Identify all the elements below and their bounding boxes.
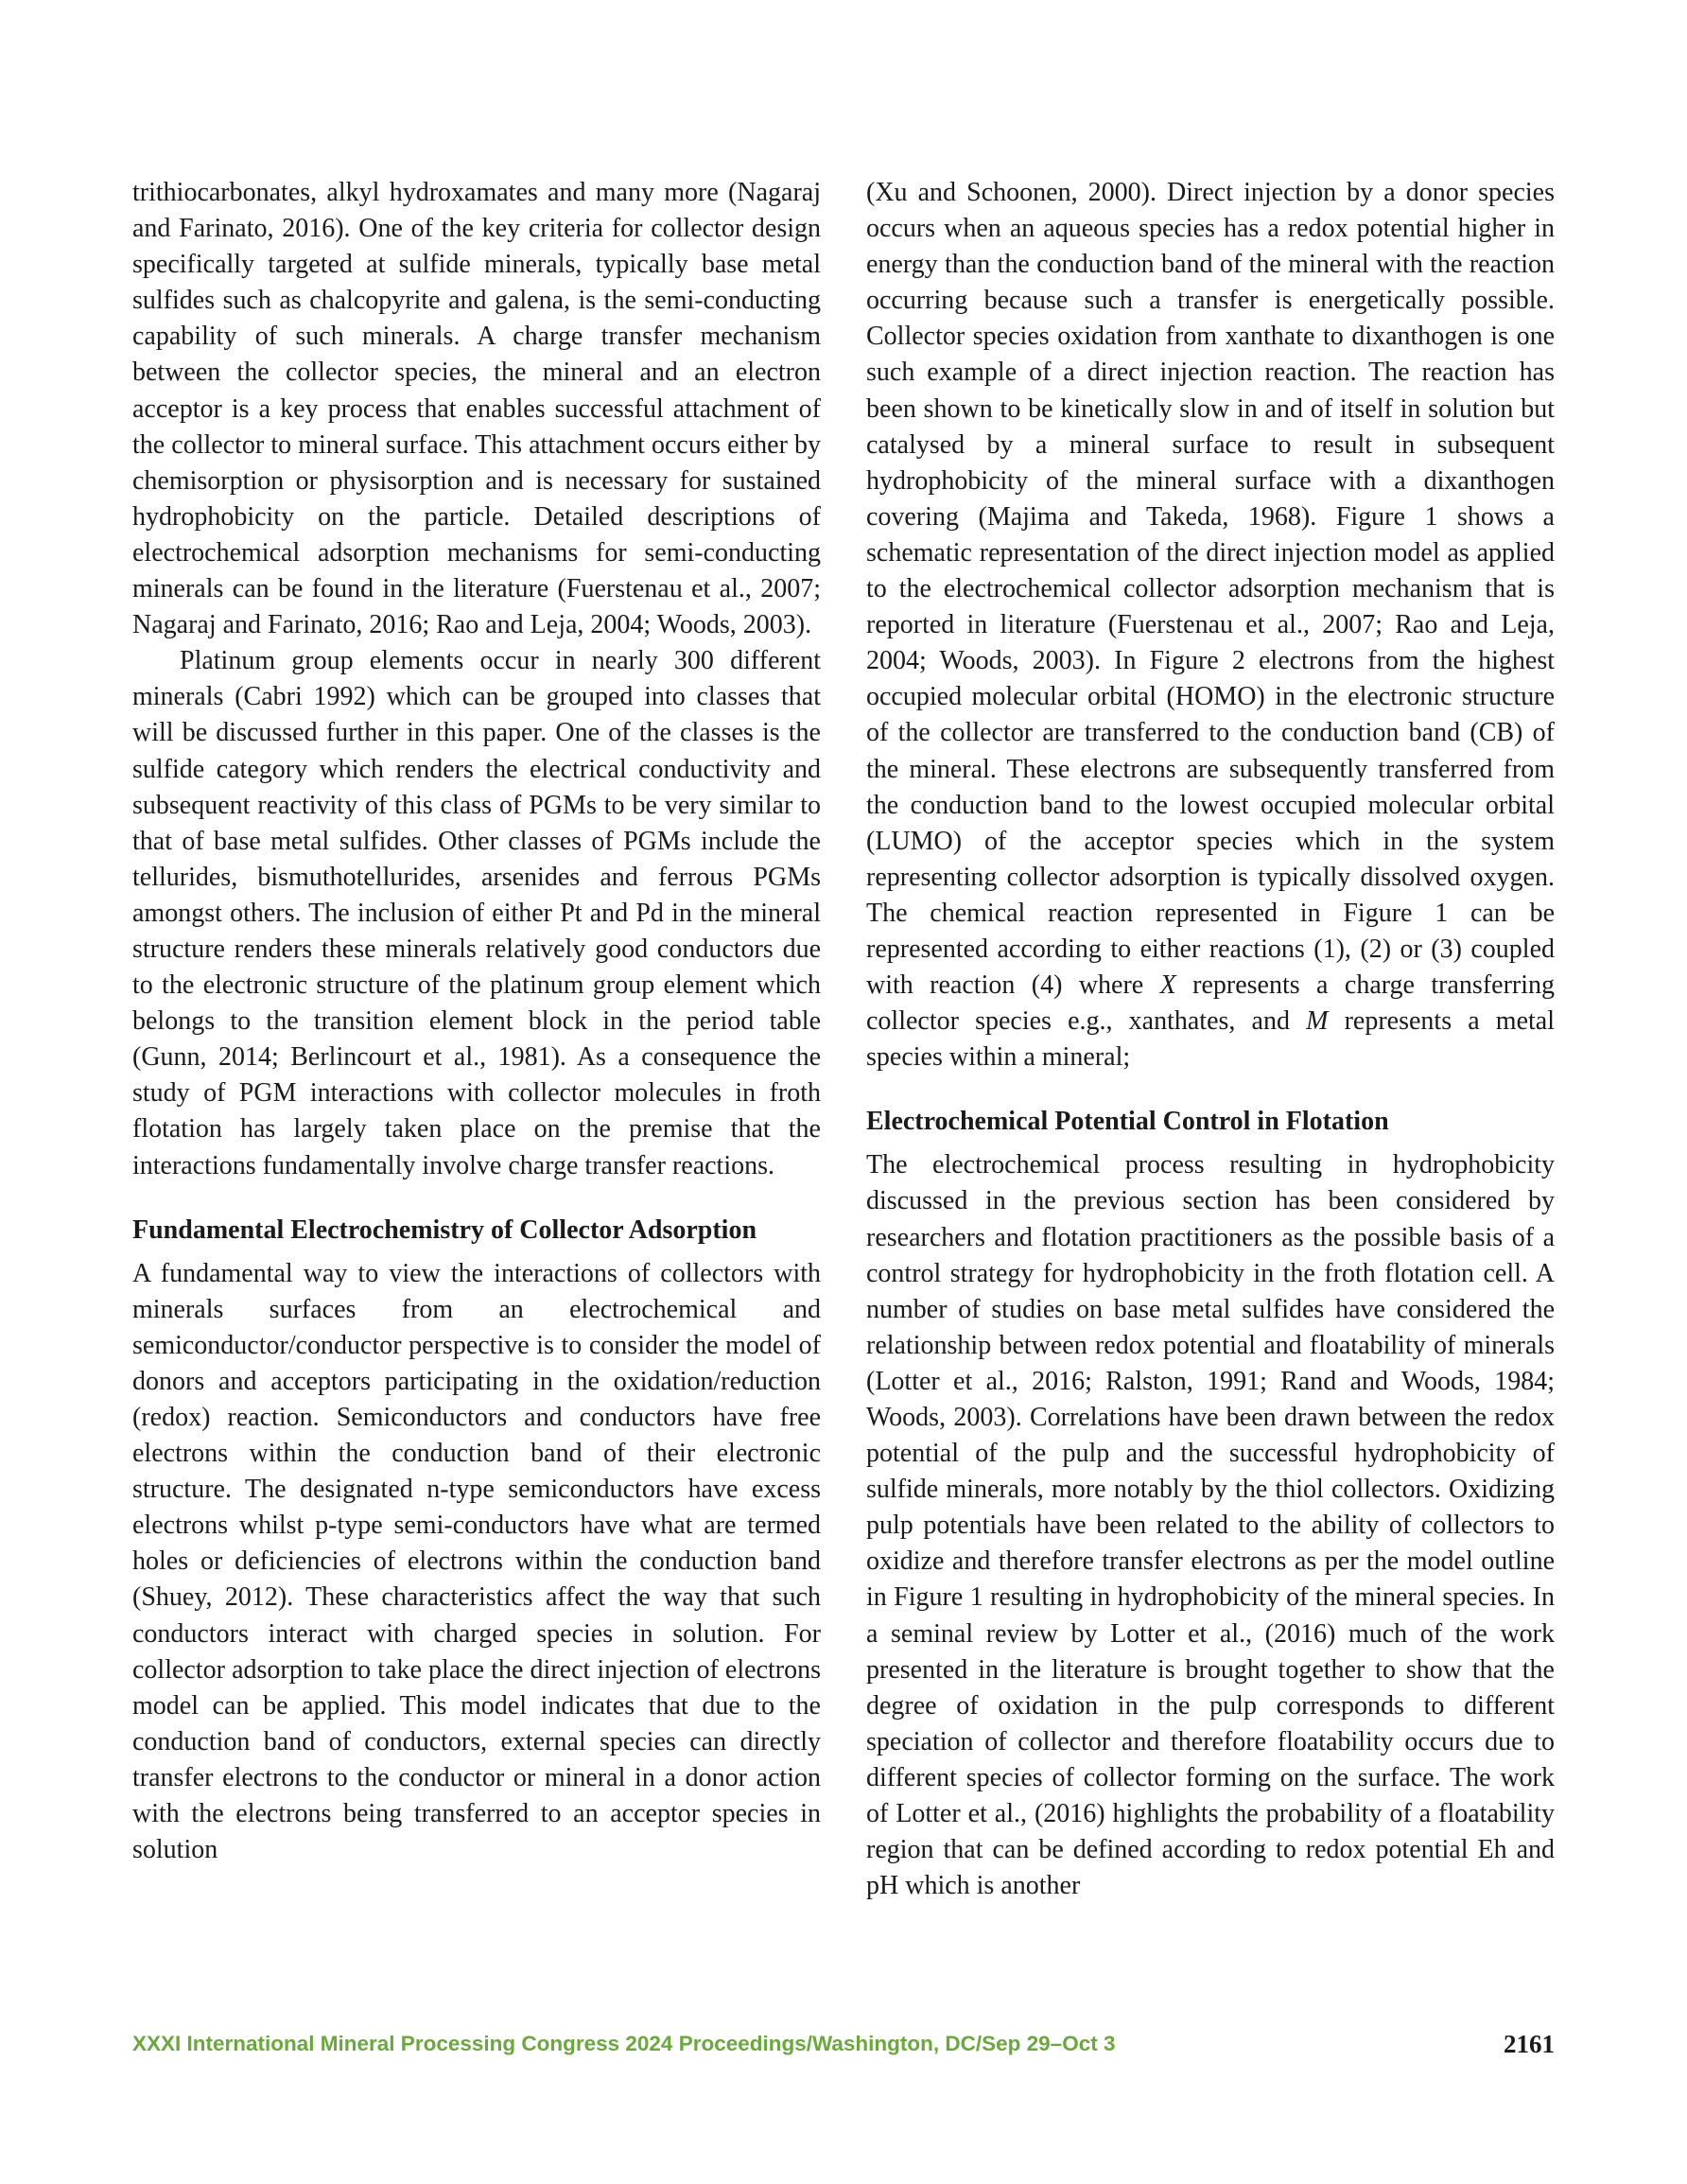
section-heading: Fundamental Electrochemistry of Collector Adsorption — [132, 1214, 757, 1245]
section-heading: Electrochemical Potential Control in Flotation — [866, 1107, 1389, 1137]
text-run: (Xu and Schoonen, 2000). Direct injection by a donor species occurs when an aqueous species has a redox potential higher in energy than the conduction band of the mineral with the reaction occurring because such a transfer is energetically possible. Collector species oxidation from xanthate to dixanthogen is one such example of a direct injection reaction. The reaction has been shown to be kinetically slow in and of itself in solution but catalysed by a mineral surface to result in subsequent hydrophobicity of the mineral surface with a dixanthogen covering (Majima and Takeda, 1968). Figure 1 shows a schematic representation of the direct injection model as applied to the electrochemical collector adsorption mechanism that is reported in literature (Fuerstenau et al., 2007; Rao and Leja, 2004; Woods, 2003). In Figure 2 electrons from the highest occupied molecular orbital (HOMO) in the electronic structure of the collector are transferred to the conduction band (CB) of the mineral. These electrons are subsequently transferred from the conduction band to the lowest occupied molecular orbital (LUMO) of the acceptor species which in the system representing collector adsorption is typically dissolved oxygen. The chemical reaction represented in Figure 1 can be represented according to either reactions (1), (2) or (3) coupled with reaction (4) where — [866, 178, 1555, 1001]
body-paragraph: Platinum group elements occur in nearly 300 different minerals (Cabri 1992) which can be grouped into classes that will be discussed further in this paper. One of the classes is the sulfide category which renders the electrical conductivity and subsequent reactivity of this class of PGMs to be very similar to that of base metal sulfides. Other classes of PGMs include the tellurides, bismuthotellurides, arsenides and ferrous PGMs amongst others. The inclusion of either Pt and Pd in the mineral structure renders these minerals relatively good conductors due to the electronic structure of the platinum group element which belongs to the transition element block in the period table (Gunn, 2014; Berlincourt et al., 1981). As a consequence the study of PGM interactions with collector molecules in froth flotation has largely taken place on the premise that the interactions fundamentally involve charge transfer reactions. — [132, 646, 821, 1180]
left-column — [132, 175, 821, 1868]
variable-x: X — [1159, 970, 1176, 1001]
text-run: represents a metal species within a mineral; — [866, 1006, 1555, 1073]
text-run: represents a charge transferring collector species e.g., xanthates, and — [866, 970, 1555, 1037]
body-paragraph: The electrochemical process resulting in hydrophobicity discussed in the previous section has been considered by researchers and flotation practitioners as the possible basis of a control strategy for hydrophobicity in the froth flotation cell. A number of studies on base metal sulfides have considered the relationship between redox potential and floatability of minerals (Lotter et al., 2016; Ralston, 1991; Rand and Woods, 1984; Woods, 2003). Correlations have been drawn between the redox potential of the pulp and the successful hydrophobicity of sulfide minerals, more notably by the thiol collectors. Oxidizing pulp potentials have been related to the ability of collectors to oxidize and therefore transfer electrons as per the model outline in Figure 1 resulting in hydrophobicity of the mineral species. In a seminal review by Lotter et al., (2016) much of the work presented in the literature is brought together to show that the degree of oxidation in the pulp corresponds to different speciation of collector and therefore floatability occurs due to different species of collector forming on the surface. The work of Lotter et al., (2016) highlights the probability of a floatability region that can be defined according to redox potential Eh and pH which is another — [866, 1150, 1555, 1901]
right-column — [866, 175, 1555, 1904]
footer-conference-text: XXXI International Mineral Processing Congress 2024 Proceedings/Washington, DC/Sep 29–Oct 3 — [132, 2032, 1116, 2055]
body-paragraph: trithiocarbonates, alkyl hydroxamates and many more (Nagaraj and Farinato, 2016). One of the key criteria for collector design specifically targeted at sulfide minerals, typically base metal sulfides such as chalcopyrite and galena, is the semi-conducting capability of such minerals. A charge transfer mechanism between the collector species, the mineral and an electron acceptor is a key process that enables successful attachment of the collector to mineral surface. This attachment occurs either by chemisorption or physisorption and is necessary for sustained hydrophobicity on the particle. Detailed descriptions of electrochemical adsorption mechanisms for semi-conducting minerals can be found in the literature (Fuerstenau et al., 2007; Nagaraj and Farinato, 2016; Rao and Leja, 2004; Woods, 2003). — [132, 178, 821, 640]
page-footer — [132, 2032, 1555, 2070]
body-paragraph: A fundamental way to view the interactions of collectors with minerals surfaces from an electrochemical and semiconductor/conductor perspective is to consider the model of donors and acceptors participating in the oxidation/reduction (redox) reaction. Semiconductors and conductors have free electrons within the conduction band of their electronic structure. The designated n-type semiconductors have excess electrons whilst p-type semi-conductors have what are termed holes or deficiencies of electrons within the conduction band (Shuey, 2012). These characteristics affect the way that such conductors interact with charged species in solution. For collector adsorption to take place the direct injection of electrons model can be applied. This model indicates that due to the conduction band of conductors, external species can directly transfer electrons to the conductor or mineral in a donor action with the electrons being transferred to an acceptor species in solution — [132, 1258, 821, 1865]
page-number: 2161 — [1504, 2030, 1555, 2058]
variable-m: M — [1306, 1006, 1329, 1037]
body-paragraph — [866, 175, 1555, 1075]
